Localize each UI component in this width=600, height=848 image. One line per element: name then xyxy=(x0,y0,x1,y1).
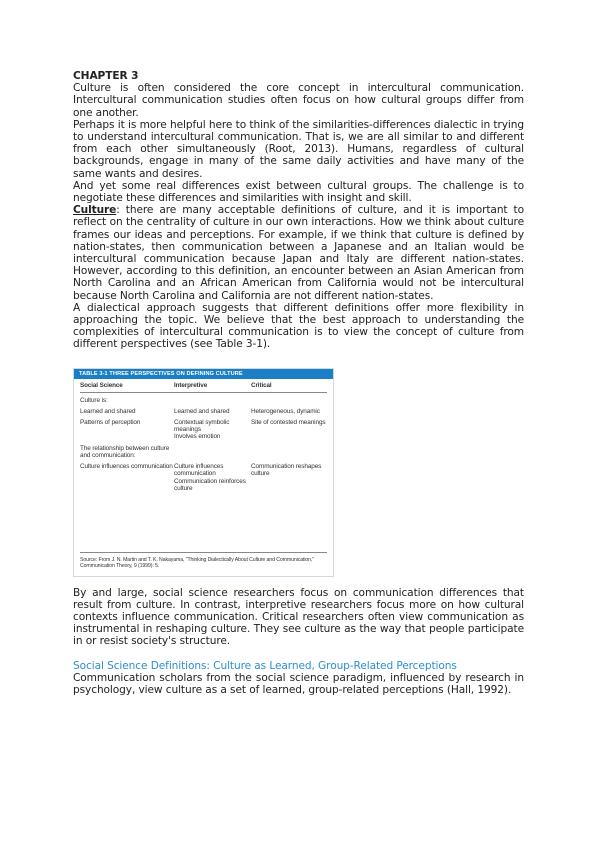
table-cell-line: Contextual symbolic meanings xyxy=(174,419,230,434)
table-cell: Patterns of perception xyxy=(80,419,141,427)
table-cell-line: Involves emotion xyxy=(174,433,221,441)
paragraph-1: Culture is often considered the core concept in intercultural communication. Intercultural communication studies often focus on how cultural groups differ from one another. xyxy=(73,82,524,119)
table-header-row xyxy=(80,380,327,393)
table-title: TABLE 3-1 THREE PERSPECTIVES ON DEFINING CULTURE xyxy=(74,369,333,379)
document-body xyxy=(73,70,524,696)
table-cell-line: Communication reinforces culture xyxy=(174,477,246,492)
label-relationship: The relationship between culture and communication: xyxy=(80,444,170,459)
table-source-note: Source: From J. N. Martin and T. K. Nakayama, "Thinking Dialectically About Culture and Communication," Communication Theory, 9 (1999): 5. xyxy=(80,552,327,570)
table-row xyxy=(80,408,327,415)
table-cell: Learned and shared xyxy=(80,407,136,415)
table-row xyxy=(80,463,327,492)
table-section-label xyxy=(80,397,327,404)
paragraph-4 xyxy=(73,204,524,302)
table-3-1-figure xyxy=(73,368,334,577)
header-critical: Critical xyxy=(251,381,272,389)
paragraph-2: Perhaps it is more helpful here to think of the similarities-differences dialectic in trying to understand intercultural communication. That is, we are all similar to and different from each other simultaneously (Root, 2013). Humans, regardless of cultural backgrounds, engage in many of the same daily activities and have many of the same wants and desires. xyxy=(73,118,524,180)
table-section-label xyxy=(80,445,327,459)
chapter-label: CHAPTER 3 xyxy=(73,70,139,82)
header-interpretive: Interpretive xyxy=(174,381,208,389)
table-row xyxy=(80,419,327,441)
table-cell xyxy=(174,419,251,441)
paragraph-5: A dialectical approach suggests that different definitions offer more flexibility in approaching the topic. We believe that the best approach to understanding the complexities of intercultural communication is to view the concept of culture from different perspectives (see Table 3-1). xyxy=(73,301,524,351)
table-cell-line: Culture influences communication xyxy=(174,463,224,478)
table-cell: Communication reshapes culture xyxy=(251,463,322,478)
table-body xyxy=(80,397,327,492)
culture-term: Culture xyxy=(73,204,117,217)
label-culture-is: Culture is: xyxy=(80,396,108,404)
paragraph-4-text: : there are many acceptable definitions of culture, and it is important to reflect on the centrality of culture in our own interactions. How we think about culture frames our ideas and perceptions. For example, if we think that culture is defined by nation-states, then communication between a Japanese and an Italian would be intercultural communication because Japan and Italy are different nation-states. However, according to this definition, an encounter between an Asian American from North Carolina and an African American from California would not be intercultural because North Carolina and California are not different nation-states. xyxy=(73,204,524,302)
table-cell: Learned and shared xyxy=(174,407,230,415)
table-cell xyxy=(174,463,251,492)
table-cell: Culture influences communication xyxy=(80,463,173,471)
paragraph-3: And yet some real differences exist between cultural groups. The challenge is to negotiate these differences and similarities with insight and skill. xyxy=(73,179,524,205)
header-social-science: Social Science xyxy=(80,381,123,389)
table-cell: Site of contested meanings xyxy=(251,419,326,427)
section-heading: Social Science Definitions: Culture as Learned, Group-Related Perceptions xyxy=(73,659,457,672)
paragraph-6: By and large, social science researchers focus on communication differences that result from culture. In contrast, interpretive researchers focus more on how cultural contexts influence communication. Critical researchers often view communication as instrumental in reshaping culture. They see culture as the way that people participate in or resist society's structure. xyxy=(73,586,524,648)
paragraph-7: Communication scholars from the social science paradigm, influenced by research in psychology, view culture as a set of learned, group-related perceptions (Hall, 1992). xyxy=(73,671,524,697)
table-cell: Heterogeneous, dynamic xyxy=(251,407,320,415)
